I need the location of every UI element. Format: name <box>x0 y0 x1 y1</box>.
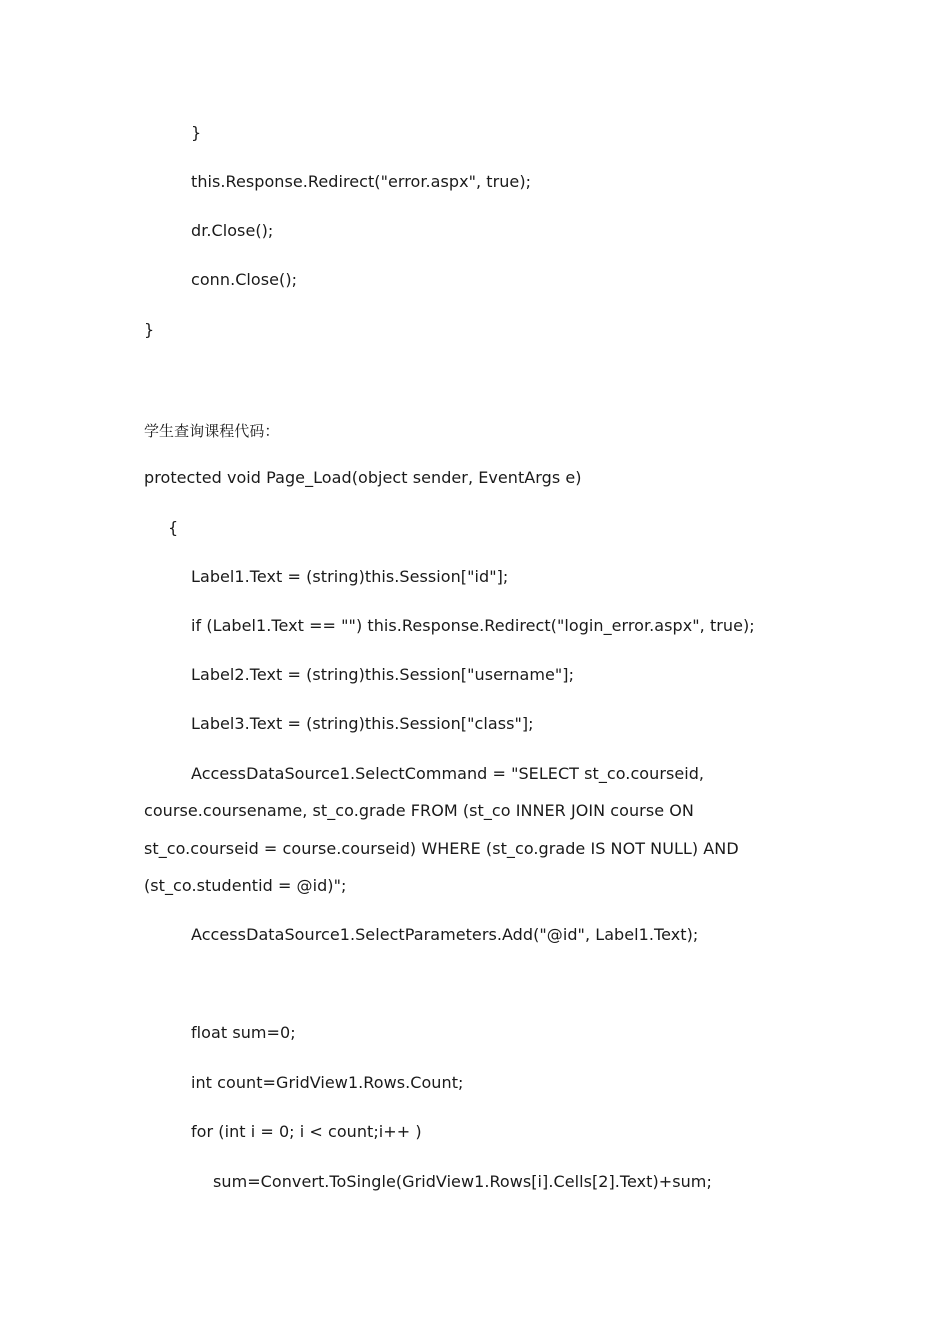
code-line: } <box>144 320 155 339</box>
code-line: sum=Convert.ToSingle(GridView1.Rows[i].Cells[2].Text)+sum; <box>213 1172 712 1191</box>
code-line: dr.Close(); <box>191 221 274 240</box>
code-line: st_co.courseid = course.courseid) WHERE (st_co.grade IS NOT NULL) AND <box>144 839 739 858</box>
code-line: protected void Page_Load(object sender, EventArgs e) <box>144 468 582 487</box>
code-line: Label1.Text = (string)this.Session["id"]; <box>191 567 509 586</box>
code-line: float sum=0; <box>191 1023 296 1042</box>
code-line: AccessDataSource1.SelectParameters.Add("@id", Label1.Text); <box>191 925 699 944</box>
code-line: Label3.Text = (string)this.Session["class"]; <box>191 714 534 733</box>
code-line: AccessDataSource1.SelectCommand = "SELECT st_co.courseid, <box>191 764 705 783</box>
code-line: this.Response.Redirect("error.aspx", true); <box>191 172 532 191</box>
section-heading: 学生查询课程代码： <box>144 422 280 440</box>
code-line: for (int i = 0; i < count;i++ ) <box>191 1122 422 1141</box>
code-line: conn.Close(); <box>191 270 298 289</box>
code-line: if (Label1.Text == "") this.Response.Redirect("login_error.aspx", true); <box>191 616 755 635</box>
code-line: Label2.Text = (string)this.Session["username"]; <box>191 665 575 684</box>
code-line: course.coursename, st_co.grade FROM (st_co INNER JOIN course ON <box>144 801 694 820</box>
code-line: { <box>168 518 179 537</box>
code-line: } <box>191 123 202 142</box>
code-line: int count=GridView1.Rows.Count; <box>191 1073 464 1092</box>
code-line: (st_co.studentid = @id)"; <box>144 876 347 895</box>
